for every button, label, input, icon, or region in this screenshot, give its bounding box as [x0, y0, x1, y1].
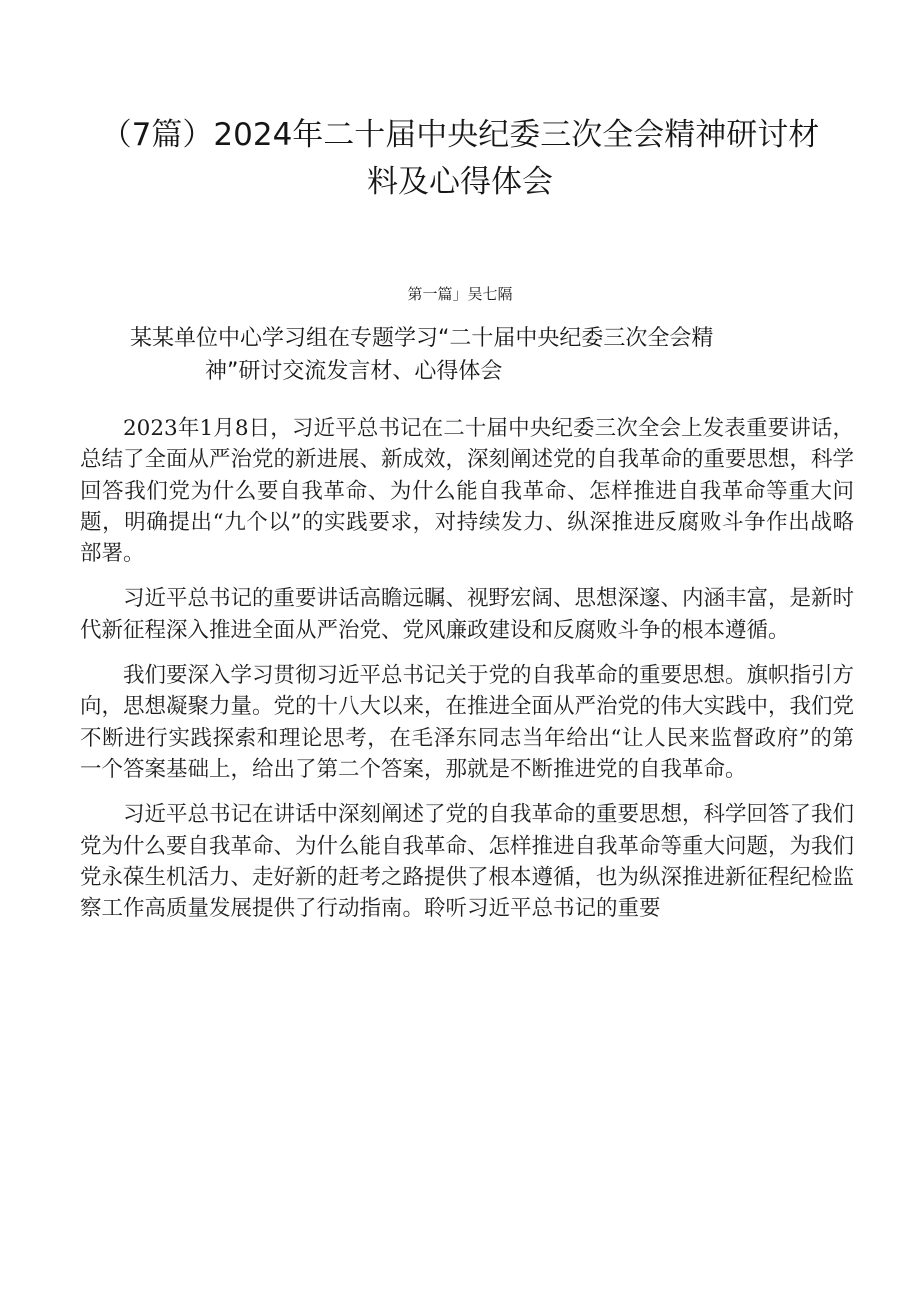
body-paragraph-2: 习近平总书记的重要讲话高瞻远瞩、视野宏阔、思想深邃、内涵丰富，是新时代新征程深入推进全面从严治党、党风廉政建设和反腐败斗争的根本遵循。 — [80, 586, 855, 643]
section-heading-line-1: 某某单位中心学习组在专题学习“二十届中央纪委三次全会精 — [130, 326, 714, 351]
section-heading — [130, 322, 820, 388]
document-title: （7篇）2024年二十届中央纪委三次全会精神研讨材料及心得体会 — [100, 117, 820, 200]
section-label: 第一篇」吴七隔 — [407, 285, 513, 303]
document-body — [80, 413, 854, 938]
section-heading-line-2: 神”研讨交流发言材、心得体会 — [205, 359, 503, 384]
body-paragraph-3: 我们要深入学习贯彻习近平总书记关于党的自我革命的重要思想。旗帜指引方向，思想凝聚力量。党的十八大以来，在推进全面从严治党的伟大实践中，我们党不断进行实践探索和理论思考，在毛泽东同志当年给出“让人民来监督政府”的第一个答案基础上，给出了第二个答案，那就是不断推进党的自我革命。 — [80, 663, 855, 782]
body-paragraph-1: 2023年1月8日，习近平总书记在二十届中央纪委三次全会上发表重要讲话，总结了全面从严治党的新进展、新成效，深刻阐述党的自我革命的重要思想，科学回答我们党为什么要自我革命、为什么能自我革命、怎样推进自我革命等重大问题，明确提出“九个以”的实践要求，对持续发力、纵深推进反腐败斗争作出战略部署。 — [80, 416, 855, 567]
body-paragraph-4: 习近平总书记在讲话中深刻阐述了党的自我革命的重要思想，科学回答了我们党为什么要自我革命、为什么能自我革命、怎样推进自我革命等重大问题，为我们党永葆生机活力、走好新的赶考之路提供了根本遵循，也为纵深推进新征程纪检监察工作高质量发展提供了行动指南。聆听习近平总书记的重要 — [80, 802, 855, 922]
